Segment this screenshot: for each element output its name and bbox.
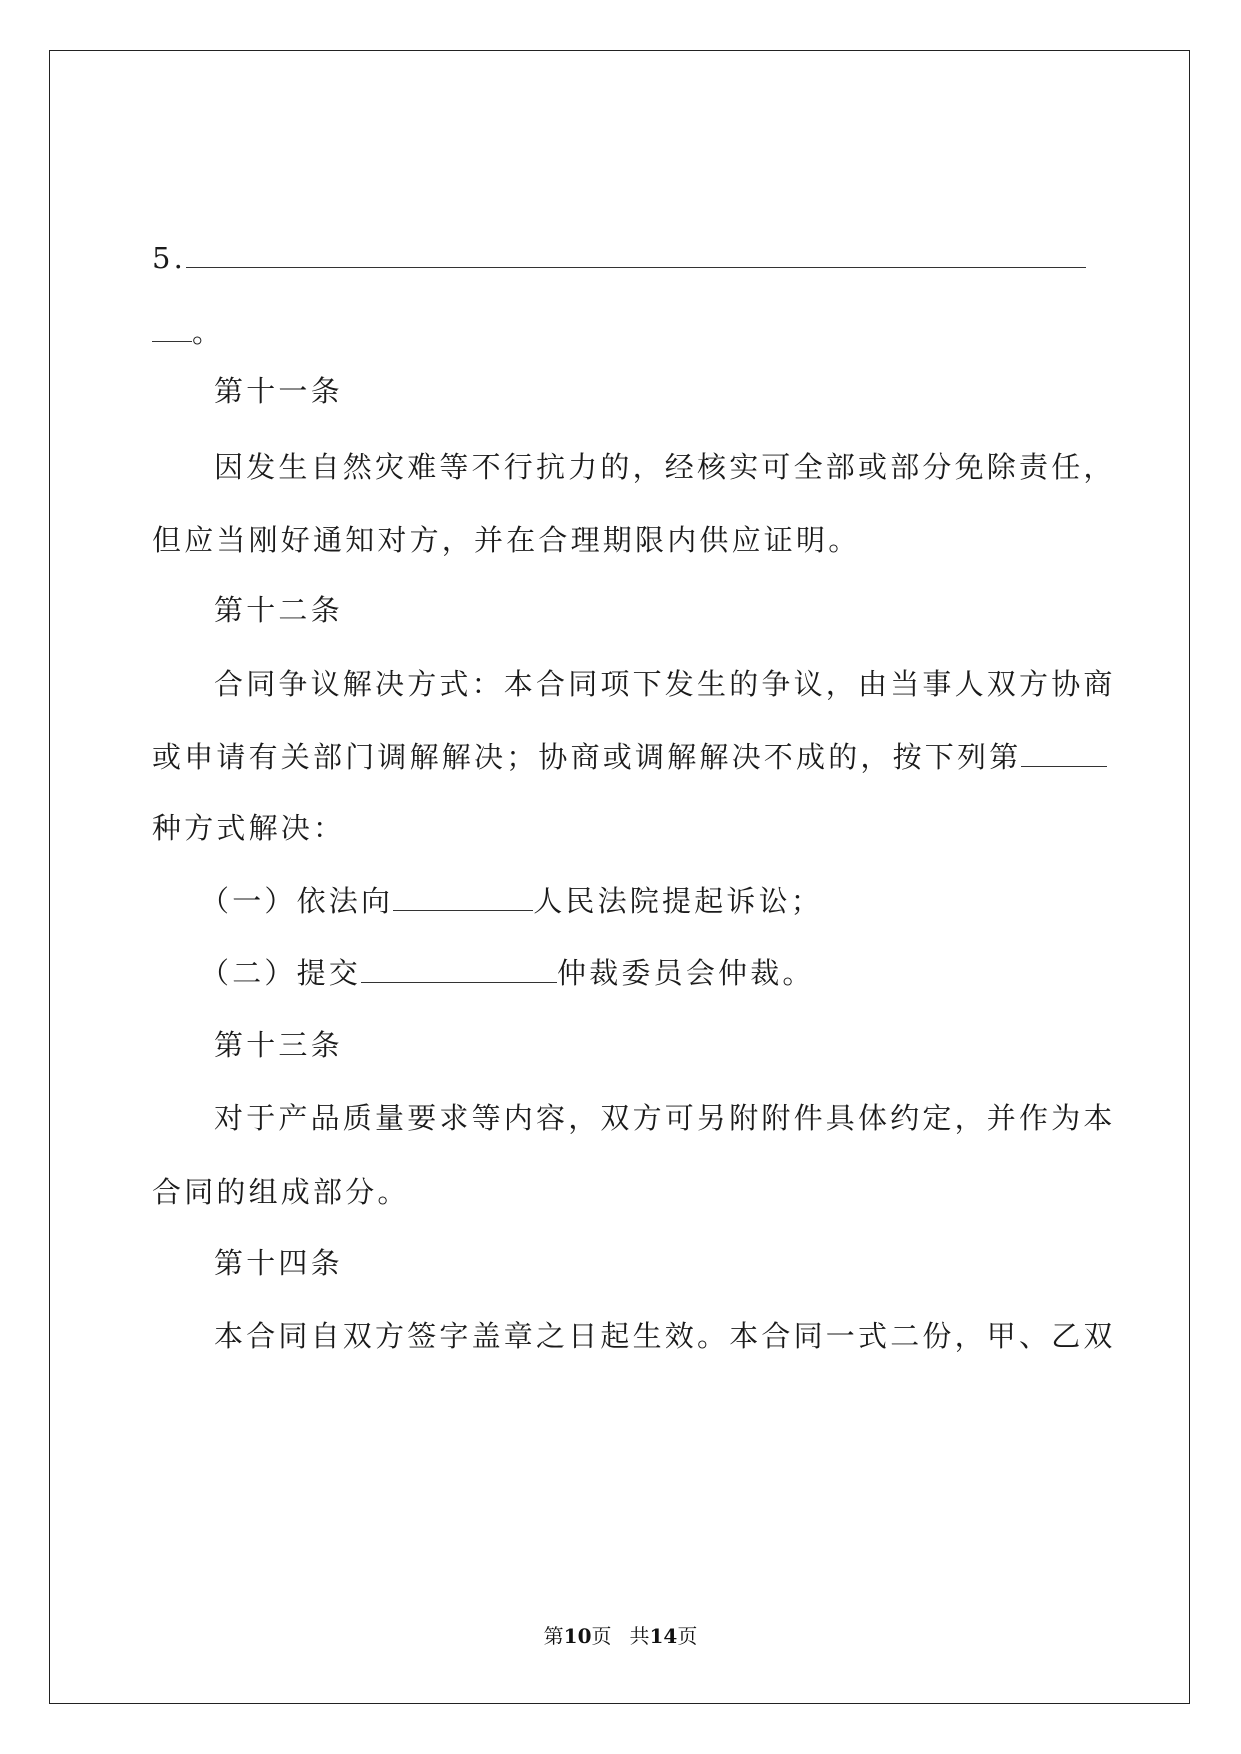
article-11-line-1: 因发生自然灾难等不行抗力的，经核实可全部或部分免除责任，: [214, 450, 1116, 484]
article-12-line-1: 合同争议解决方式：本合同项下发生的争议，由当事人双方协商: [214, 667, 1116, 701]
item-5-line: [152, 238, 1086, 278]
article-13-line-1: 对于产品质量要求等内容，双方可另附附件具体约定，并作为本: [214, 1101, 1116, 1135]
article-12-line-2: [152, 737, 1107, 777]
footer-page-prefix: 第: [543, 1624, 564, 1648]
footer-total-prefix: 共: [629, 1624, 650, 1648]
footer-total-suffix: 页: [677, 1624, 698, 1648]
footer-page-mid: 页: [591, 1624, 612, 1648]
option-1-prefix: （一）依法向: [200, 884, 394, 918]
footer-page-current: 10: [563, 1624, 592, 1648]
option-2-arbitration-blank: [361, 956, 557, 983]
article-13-heading: 第十三条: [214, 1028, 343, 1062]
item-5-blank: [186, 241, 1086, 268]
article-14-heading: 第十四条: [214, 1246, 343, 1280]
article-14-line-1: 本合同自双方签字盖章之日起生效。本合同一式二份，甲、乙双: [214, 1319, 1116, 1353]
footer-page-total: 14: [649, 1624, 678, 1648]
article-12-line-3: 种方式解决：: [152, 811, 346, 845]
article-11-heading: 第十一条: [214, 374, 343, 408]
option-1-suffix: 人民法院提起诉讼；: [533, 884, 824, 918]
article-12-heading: 第十二条: [214, 593, 343, 627]
item-5-blank-cont: [152, 315, 192, 342]
option-1-court-blank: [393, 884, 533, 911]
item-5-continuation: [152, 312, 224, 352]
page-footer: [0, 1623, 1241, 1649]
article-11-line-2: 但应当刚好通知对方，并在合理期限内供应证明。: [152, 523, 861, 557]
article-12-option-2: [200, 953, 815, 993]
page-frame: [49, 50, 1190, 1704]
article-13-line-2: 合同的组成部分。: [152, 1175, 410, 1209]
article-12-line-2-text: 或申请有关部门调解解决；协商或调解解决不成的，按下列第: [152, 740, 1022, 774]
article-12-option-1: [200, 881, 823, 921]
item-5-period: 。: [192, 315, 225, 349]
item-5-number: 5.: [152, 241, 187, 275]
article-12-method-blank: [1021, 740, 1107, 767]
option-2-prefix: （二）提交: [200, 956, 362, 990]
option-2-suffix: 仲裁委员会仲裁。: [557, 956, 815, 990]
